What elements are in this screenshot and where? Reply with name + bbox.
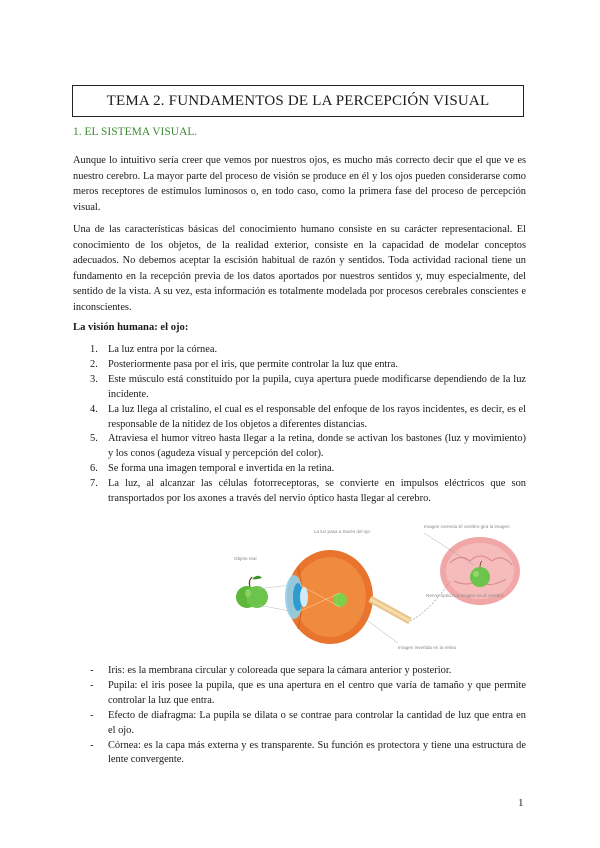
list-dash: -	[90, 739, 94, 751]
list-text: Atraviesa el humor vítreo hasta llegar a la retina, donde se activan los bastones (luz y movimiento) y los conos (agudeza visual y percepción del color).	[108, 433, 526, 460]
list-text: Iris: es la membrana circular y coloreada que separa la cámara anterior y posterior.	[108, 665, 452, 676]
list-text: Efecto de diafragma: La pupila se dilata o se contrae para controlar la cantidad de luz que entra en el ojo.	[108, 709, 526, 736]
list-item	[73, 358, 526, 373]
list-item	[73, 679, 526, 709]
list-number: 2.	[90, 358, 98, 370]
list-text: Este músculo está constituido por la pupila, cuya apertura puede modificarse dependiendo de la luz incidente.	[108, 373, 526, 400]
list-number: 3.	[90, 373, 98, 385]
list-item	[73, 462, 526, 477]
list-item	[73, 343, 526, 358]
label-inverted-image: Imagen invertida en la retina	[398, 645, 456, 650]
list-text: La luz, al alcanzar las células fotorreceptoras, se convierte en impulsos eléctricos que son transportados por los axones a través del nervio óptico hasta llegar al cerebro.	[108, 478, 526, 505]
list-item	[73, 477, 526, 507]
list-dash: -	[90, 709, 94, 721]
list-number: 7.	[90, 478, 98, 490]
label-optic-nerve: Nervio óptico La imagen va al cerebro	[426, 593, 504, 598]
eye-diagram	[228, 519, 534, 661]
list-item	[73, 709, 526, 739]
list-item	[73, 373, 526, 403]
page-title: TEMA 2. FUNDAMENTOS DE LA PERCEPCIÓN VISUAL	[72, 85, 524, 117]
subheading: La visión humana: el ojo:	[73, 322, 189, 333]
label-correct-image: Imagen correcta El cerebro gira la imagen	[424, 524, 510, 529]
apple-icon	[236, 576, 268, 608]
list-number: 1.	[90, 344, 98, 355]
list-number: 6.	[90, 463, 98, 475]
list-dash: -	[90, 679, 94, 691]
list-text: Se forma una imagen temporal e invertida en la retina.	[108, 463, 335, 475]
page-number: 1	[518, 797, 524, 809]
list-text: Córnea: es la capa más externa y es transparente. Su función es protectora y tiene una estructura de lente convergente.	[108, 739, 526, 766]
list-text: Pupila: el iris posee la pupila, que es una apertura en el centro que varía de tamaño y que permite controlar la luz que entra.	[108, 679, 526, 706]
paragraph-2: Una de las características básicas del conocimiento humano consiste en su carácter representacional. El conocimiento de los objetos, de la realidad exterior, consiste en la capacidad de modelar conceptos adecuados. No debemos aceptar la escisión habitual de razón y sentidos. Toda actividad racional tiene un fundamento en la recepción previa de los datos aportados por nuestros sentidos y, muy especialmente, del sentido de la vista. A su vez, esta información es totalmente modelada por procesos cerebrales conscientes e inconscientes.	[73, 224, 526, 313]
list-text: La luz entra por la córnea.	[108, 344, 218, 355]
label-real-object: Objeto real	[234, 556, 257, 561]
label-light-path: La luz pasa a través del ojo	[314, 529, 370, 534]
list-item	[73, 403, 526, 433]
eyeball	[285, 550, 410, 644]
list-item	[73, 432, 526, 462]
paragraph-1: Aunque lo intuitivo sería creer que vemos por nuestros ojos, es mucho más correcto decir que el que ve es nuestro cerebro. La mayor parte del proceso de visión se produce en él y los ojos pueden considerarse como meros receptores de estímulos luminosos o, en todo caso, como la primera fase del proceso de percepción visual.	[73, 155, 526, 213]
eye-steps-list	[73, 343, 526, 507]
list-text: La luz llega al cristalino, el cual es el responsable del enfoque de los rayos incidentes, es decir, es el responsable de la nitidez de los objetos a diferentes distancias.	[108, 403, 526, 430]
list-dash: -	[90, 665, 94, 676]
list-item	[73, 664, 526, 679]
list-number: 5.	[90, 433, 98, 445]
section-heading: 1. EL SISTEMA VISUAL.	[73, 126, 198, 138]
list-text: Posteriormente pasa por el iris, que permite controlar la luz que entra.	[108, 358, 398, 370]
eye-definitions-list	[73, 664, 526, 768]
list-item	[73, 739, 526, 769]
list-number: 4.	[90, 403, 98, 415]
